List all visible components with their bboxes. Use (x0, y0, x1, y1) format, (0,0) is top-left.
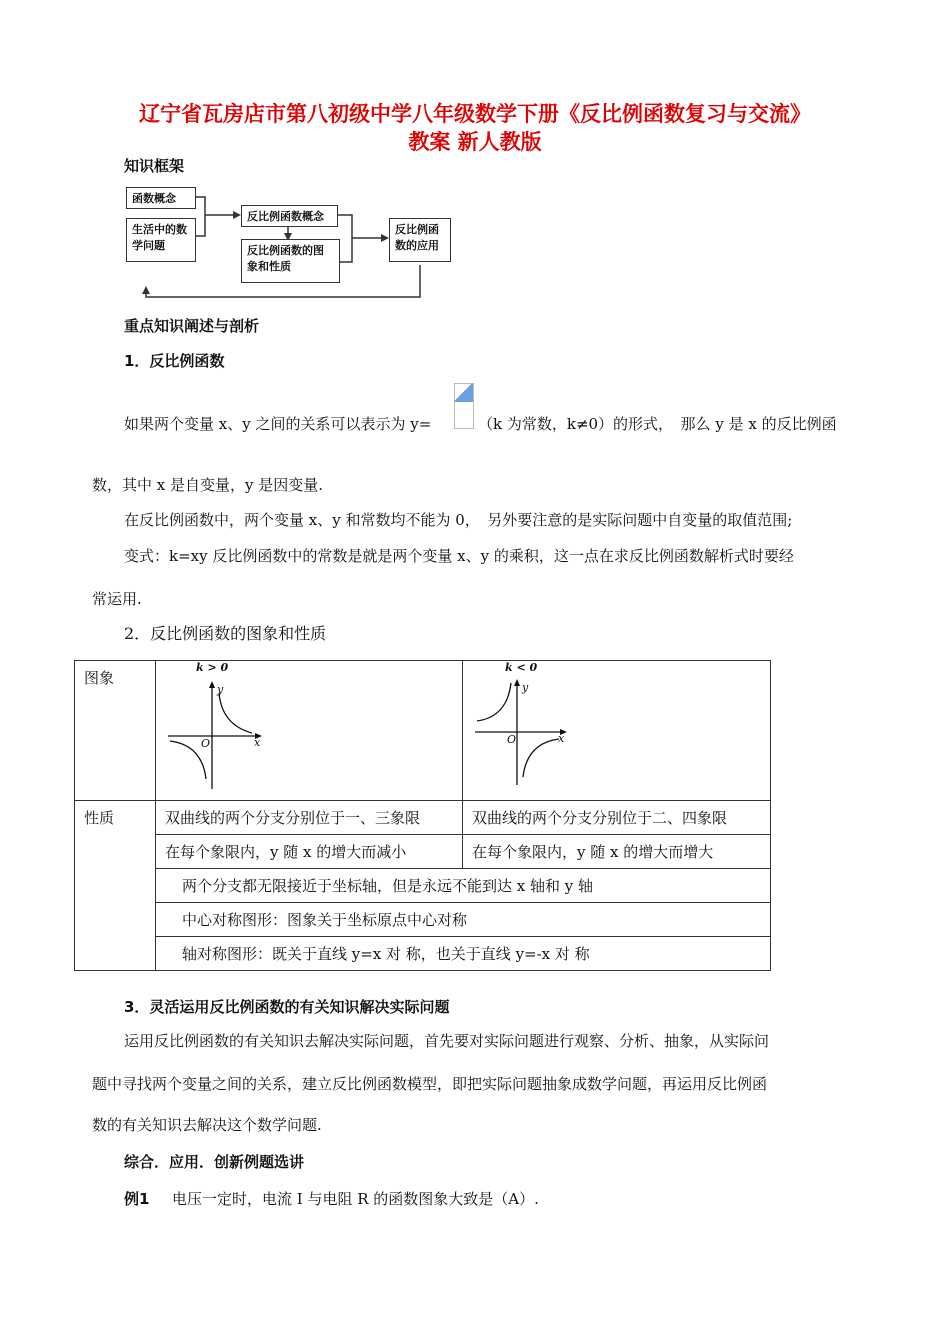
section1-heading: 1．反比例函数 (124, 352, 225, 370)
graph-neg-k-label: k < 0 (505, 661, 538, 674)
s1-paragraph1-part-b: （k 为常数，k≠0）的形式， 那么 y 是 x 的反比例函 (478, 415, 837, 433)
document-title-line1: 辽宁省瓦房店市第八初级中学八年级数学下册《反比例函数复习与交流》 (139, 102, 811, 126)
example1-text: 电压一定时，电流 I 与电阻 R 的函数图象大致是（A）. (172, 1190, 539, 1208)
graph-pos-x-label: x (254, 736, 261, 749)
box-application: 反比例函数的应用 (389, 218, 451, 262)
s1-paragraph1-part-a: 如果两个变量 x、y 之间的关系可以表示为 y= (124, 415, 432, 433)
properties-table (74, 660, 771, 971)
example1-label: 例1 (124, 1190, 150, 1208)
box-function-concept: 函数概念 (126, 187, 196, 209)
graph-neg-x-label: x (558, 732, 565, 745)
framework-connectors (0, 0, 950, 320)
graph-pos-k-label: k > 0 (196, 661, 229, 674)
hyperbola-k-positive (156, 661, 462, 800)
s1-paragraph3-part-b: 常运用. (92, 590, 142, 608)
key-knowledge-heading: 重点知识阐述与剖析 (124, 317, 260, 335)
graph-neg-y-label: y (522, 681, 529, 694)
s3-paragraph-line2: 题中寻找两个变量之间的关系，建立反比例函数模型，即把实际问题抽象成数学问题，再运用反比例函 (92, 1075, 768, 1093)
s3-paragraph-line1: 运用反比例函数的有关知识去解决实际问题，首先要对实际问题进行观察、分析、抽象，从实际问 (124, 1032, 770, 1050)
common-property-central-symmetry: 中心对称图形：图象关于坐标原点中心对称 (156, 903, 771, 937)
framework-heading: 知识框架 (124, 157, 185, 175)
box-inverse-concept: 反比例函数概念 (241, 205, 338, 227)
graph-pos-y-label: y (217, 683, 224, 696)
formula-image-icon (454, 383, 474, 429)
neg-trend-cell: 在每个象限内，y 随 x 的增大而增大 (463, 835, 771, 869)
s3-paragraph-line3: 数的有关知识去解决这个数学问题. (92, 1116, 322, 1134)
box-life-math-problems: 生活中的数学问题 (126, 218, 196, 262)
neg-quadrants-cell: 双曲线的两个分支分别位于二、四象限 (463, 801, 771, 835)
hyperbola-k-negative (463, 661, 770, 800)
row-label-properties: 性质 (75, 801, 156, 971)
document-title-line2: 教案 新人教版 (408, 130, 542, 154)
section2-heading: 2．反比例函数的图象和性质 (124, 624, 327, 643)
row-label-image: 图象 (75, 661, 156, 801)
graph-cell-k-positive (156, 661, 463, 801)
common-property-asymptote: 两个分支都无限接近于坐标轴，但是永远不能到达 x 轴和 y 轴 (156, 869, 771, 903)
graph-neg-origin-label: O (507, 733, 517, 746)
box-graph-and-properties: 反比例函数的图象和性质 (241, 239, 340, 283)
section4-heading: 综合．应用．创新例题选讲 (124, 1153, 305, 1171)
section3-heading: 3．灵活运用反比例函数的有关知识解决实际问题 (124, 998, 450, 1016)
pos-trend-cell: 在每个象限内，y 随 x 的增大而减小 (156, 835, 463, 869)
s1-paragraph2: 在反比例函数中，两个变量 x、y 和常数均不能为 0， 另外要注意的是实际问题中自变量的取值范围; (124, 511, 793, 529)
s1-paragraph1-part-c: 数，其中 x 是自变量，y 是因变量. (92, 476, 324, 494)
pos-quadrants-cell: 双曲线的两个分支分别位于一、三象限 (156, 801, 463, 835)
graph-cell-k-negative (463, 661, 771, 801)
s1-paragraph3-part-a: 变式：k=xy 反比例函数中的常数是就是两个变量 x、y 的乘积，这一点在求反比例函数解析式时要经 (124, 547, 794, 565)
graph-pos-origin-label: O (201, 737, 211, 750)
common-property-axial-symmetry: 轴对称图形：既关于直线 y=x 对 称，也关于直线 y=-x 对 称 (156, 937, 771, 971)
